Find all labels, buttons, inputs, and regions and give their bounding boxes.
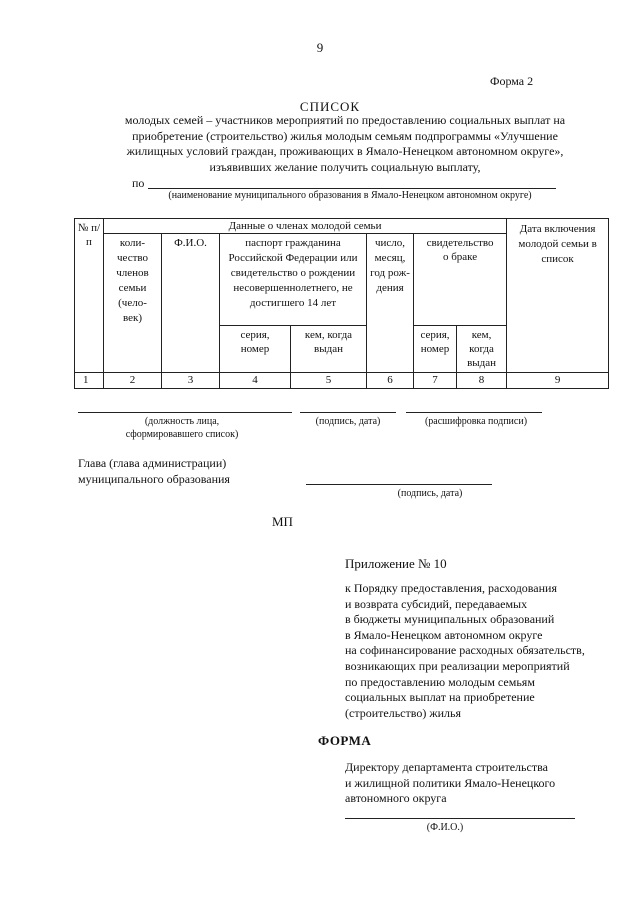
- form-title: ФОРМА: [318, 733, 372, 748]
- head-title-line1: Глава (глава администрации): [78, 456, 227, 470]
- municipality-caption: (наименование муниципального образования в Ямало-Ненецком автономном округе): [168, 190, 532, 201]
- sign-date-caption: (подпись, дата): [315, 416, 381, 427]
- addressee-block: [345, 760, 625, 807]
- column-number: 2: [104, 373, 162, 389]
- fio-header: Ф.И.О.: [162, 234, 220, 373]
- decode-line: [406, 412, 542, 413]
- municipality-line: [148, 188, 556, 189]
- sign-line: [300, 412, 396, 413]
- appendix-line: и возврата субсидий, передаваемых: [345, 596, 528, 611]
- position-line: [78, 412, 292, 413]
- appendix-line: социальных выплат на приобретение: [345, 690, 535, 705]
- addressee-line: Директору департамента строительства: [345, 760, 548, 774]
- page-number: 9: [316, 40, 324, 55]
- marriage-series-header: серия, номер: [414, 326, 457, 373]
- form-label: Форма 2: [490, 74, 534, 88]
- passport-issued-header: кем, когда выдан: [291, 326, 367, 373]
- members-count-header: коли-чество членов семьи (чело-век): [104, 234, 162, 373]
- families-table: [74, 218, 609, 389]
- po-label: по: [132, 176, 145, 190]
- column-number: 8: [457, 373, 507, 389]
- appendix-line: в бюджеты муниципальных образований: [345, 612, 555, 627]
- column-number: 9: [507, 373, 609, 389]
- appendix-title: Приложение № 10: [345, 556, 447, 571]
- marriage-issued-header: кем, когда выдан: [457, 326, 507, 373]
- stamp-label: МП: [272, 514, 293, 529]
- column-number: 1: [75, 373, 104, 389]
- appendix-text: [345, 581, 625, 721]
- addressee-line: и жилищной политики Ямало-Ненецкого: [345, 775, 556, 790]
- appendix-line: по предоставлению молодым семьям: [345, 674, 535, 689]
- fio-caption: (Ф.И.О.): [426, 822, 464, 833]
- position-caption: (должность лица, сформировавшего список): [125, 416, 239, 440]
- column-number: 6: [367, 373, 414, 389]
- marriage-cert-header: свидетельство о браке: [414, 234, 507, 326]
- head-title-line2: муниципального образования: [78, 472, 230, 486]
- appendix-line: на софинансирование расходных обязательств,: [345, 643, 585, 658]
- column-number: 5: [291, 373, 367, 389]
- appendix-line: в Ямало-Ненецком автономном округе: [345, 627, 543, 642]
- birthdate-header: число, месяц, год рож-дения: [367, 234, 414, 373]
- head-sign-caption: (подпись, дата): [397, 488, 463, 499]
- list-title: СПИСОК: [299, 99, 361, 114]
- head-sign-line: [306, 484, 492, 485]
- list-description: молодых семей – участников мероприятий по предоставлению социальных выплат на приобретение (строительство) жилья молодым семьям подпрограммы «Улучшение жилищных условий граждан, проживающих в Ямало-Ненецком автономном округе», изъявивших желание получить социальную выплату,: [124, 113, 566, 174]
- fio-line: [345, 818, 575, 819]
- appendix-line: к Порядку предоставления, расходования: [345, 581, 557, 595]
- column-number: 3: [162, 373, 220, 389]
- appendix-line: (строительство) жилья: [345, 705, 462, 720]
- addressee-line: автономного округа: [345, 791, 447, 806]
- decode-caption: (расшифровка подписи): [424, 416, 528, 427]
- appendix-line: возникающих при реализации мероприятий: [345, 658, 570, 673]
- passport-series-header: серия, номер: [220, 326, 291, 373]
- column-number: 7: [414, 373, 457, 389]
- inclusion-date-header: Дата включения молодой семьи в список: [507, 219, 609, 373]
- family-data-header: Данные о членах молодой семьи: [104, 219, 507, 234]
- column-number: 4: [220, 373, 291, 389]
- passport-header: паспорт гражданина Российской Федерации или свидетельство о рождении несовершеннолетнего, не достигшего 14 лет: [220, 234, 367, 326]
- col-number-header: № п/п: [75, 219, 104, 373]
